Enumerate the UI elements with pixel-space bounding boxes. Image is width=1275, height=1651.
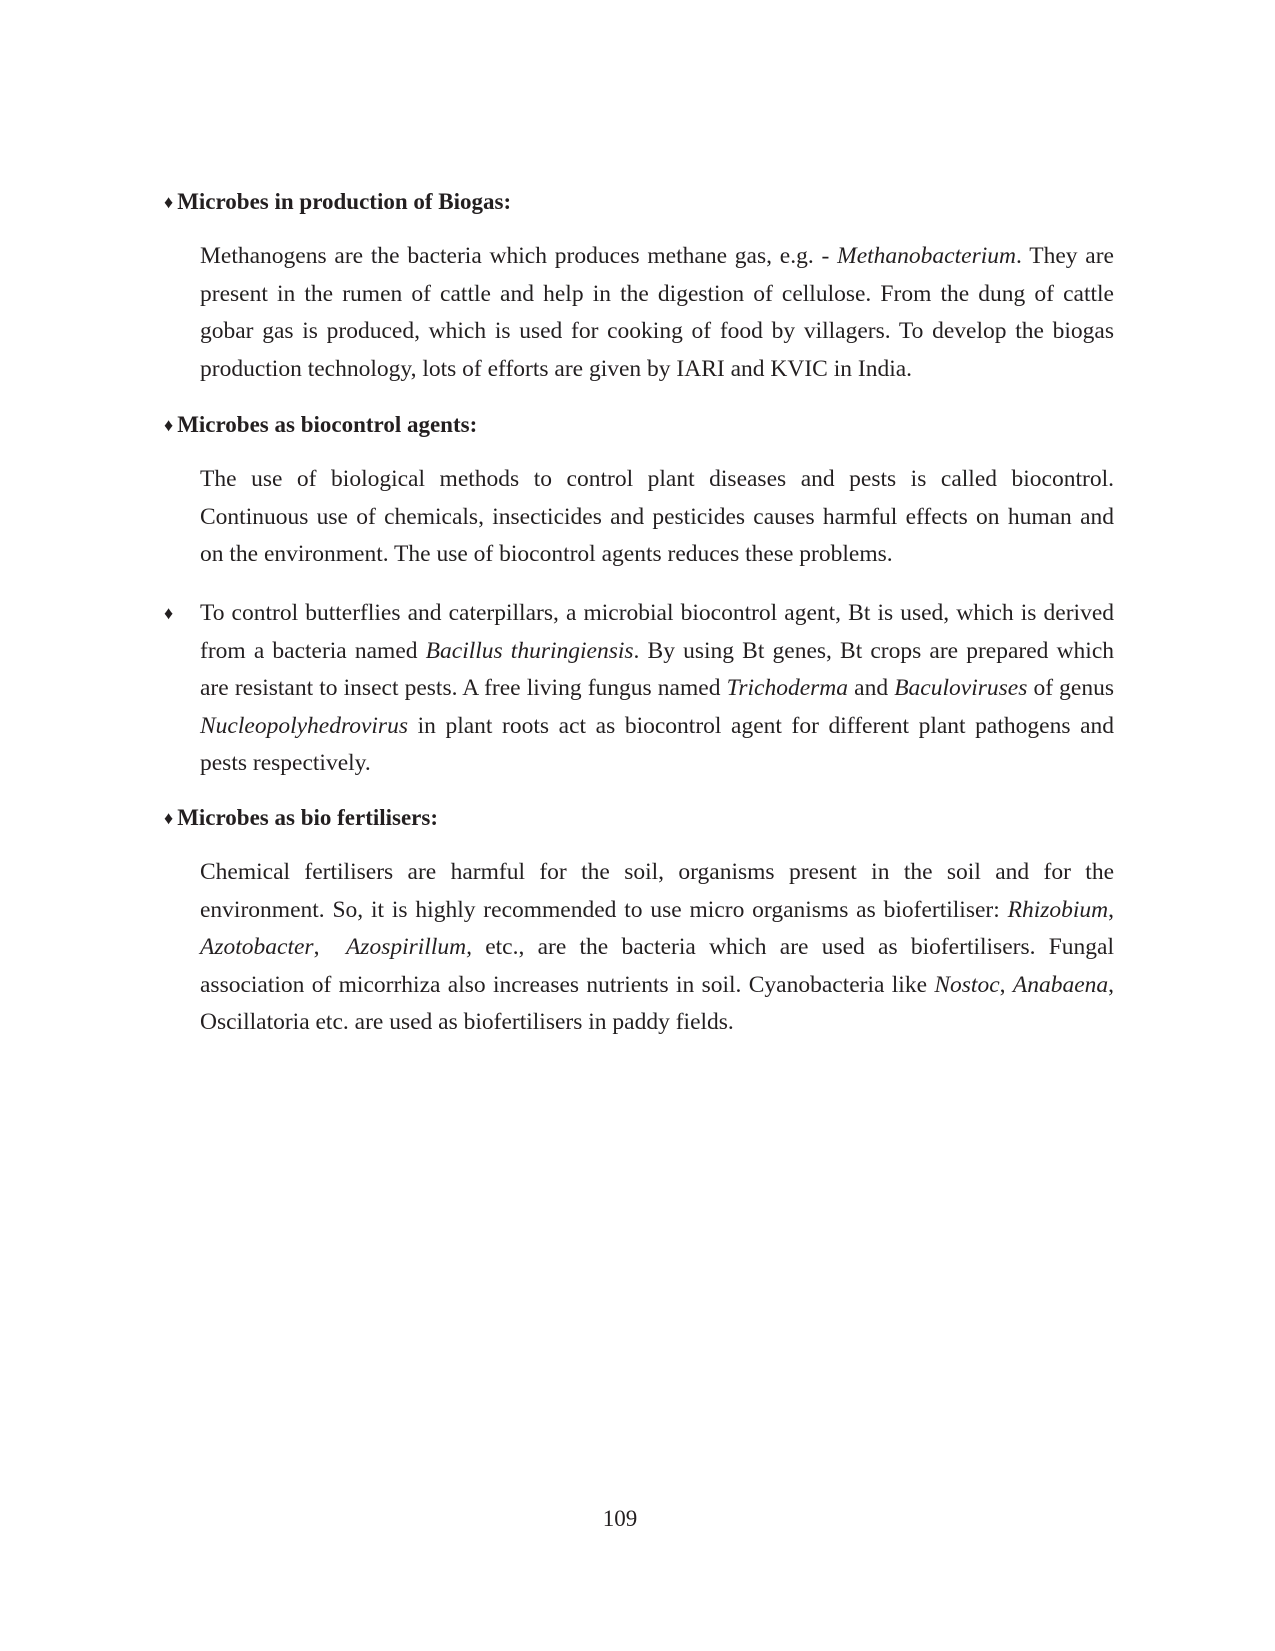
- section-heading-biocontrol: [164, 410, 477, 440]
- text-run: of genus: [1027, 675, 1114, 701]
- diamond-bullet-icon: ♦: [164, 603, 174, 623]
- text-run: ,: [999, 971, 1013, 998]
- italic-term: Azotobacter: [200, 934, 314, 960]
- italic-term: Baculoviruses: [894, 675, 1028, 701]
- italic-term: Anabaena: [1012, 971, 1109, 998]
- text-run: Methanogens are the bacteria which produces methane gas, e.g. -: [200, 243, 838, 269]
- heading-text: Microbes in production of Biogas:: [177, 189, 512, 214]
- italic-term: Methanobacterium: [837, 243, 1016, 269]
- text-run: . They are present in the rumen of cattle and help in the digestion of cellulose. From the dung of cattle gobar gas is produced, which is used for cooking of food by villagers. To develop the biogas production technology, lots of efforts are given by IARI and KVIC in India.: [200, 243, 1114, 382]
- diamond-bullet-icon: ♦: [164, 192, 174, 212]
- text-run: etc., are the bacteria which are used as biofertilisers. Fungal association of micorrhiza also increases nutrients in soil. Cyanobacteria like: [200, 934, 1115, 998]
- paragraph-biocontrol: [200, 461, 1114, 574]
- italic-term: Azospirillum,: [345, 934, 472, 960]
- diamond-bullet-icon: ♦: [164, 415, 174, 435]
- text-run: To control butterflies and caterpillars, a microbial biocontrol agent, Bt is used, which is derived from a bacteria named: [200, 600, 1114, 664]
- paragraph-biofertilisers: [200, 854, 1114, 1042]
- page-number: 109: [602, 1506, 638, 1531]
- text-run: Chemical fertilisers are harmful for the soil, organisms present in the soil and for the environment. So, it is highly recommended to use micro organisms as biofertiliser:: [200, 859, 1114, 923]
- italic-term: Bacillus thuringiensis: [425, 637, 634, 664]
- text-run: The use of biological methods to control plant diseases and pests is called biocontrol. Continuous use of chemicals, insecticides and pesticides causes harmful effects on human and on the environment. The use of biocontrol agents reduces these problems.: [200, 466, 1114, 567]
- text-run: ,: [313, 934, 346, 960]
- heading-text: Microbes as biocontrol agents:: [177, 412, 478, 437]
- italic-term: Rhizobium: [1007, 896, 1109, 923]
- text-run: and: [848, 675, 895, 701]
- text-run: ,: [1108, 896, 1114, 923]
- text-run: . By using Bt genes, Bt crops are prepared which are resistant to insect pests. A free living fungus named: [200, 637, 1114, 701]
- text-run: in plant roots act as biocontrol agent for different plant pathogens and pests respectively.: [200, 712, 1114, 776]
- paragraph-biogas: [200, 238, 1114, 388]
- diamond-bullet-icon: ♦: [164, 808, 174, 828]
- heading-text: Microbes as bio fertilisers:: [177, 805, 439, 830]
- bullet-paragraph-bt: [200, 595, 1114, 783]
- text-run: , Oscillatoria etc. are used as biofertilisers in paddy fields.: [200, 971, 1115, 1035]
- section-heading-biogas: [164, 187, 511, 217]
- section-heading-biofertilisers: [164, 803, 438, 833]
- italic-term: Trichoderma: [726, 675, 849, 701]
- italic-term: Nostoc: [934, 971, 1000, 998]
- italic-term: Nucleopolyhedrovirus: [200, 712, 408, 739]
